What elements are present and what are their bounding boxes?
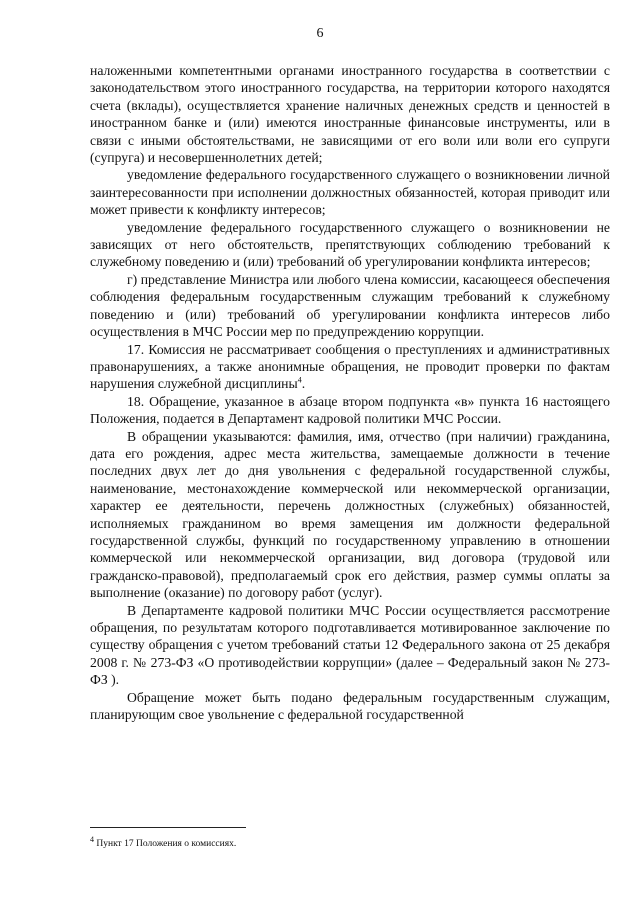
paragraph: г) представление Министра или любого члена комиссии, касающееся обеспечения соблюдения федеральным государственным служащим требований к служебному поведению и (или) требований об урегулировании конфликта интересов либо осуществления в МЧС России мер по предупреждению коррупции. [90, 271, 610, 340]
paragraph-with-footnote [90, 341, 610, 393]
paragraph: уведомление федерального государственного служащего о возникновении личной заинтересованности при исполнении должностных обязанностей, которая приводит или может привести к конфликту интересов; [90, 167, 610, 218]
paragraph: В обращении указываются: фамилия, имя, отчество (при наличии) гражданина, дата его рождения, адрес места жительства, замещаемые должности в течение последних двух лет до дня увольнения с федеральной государственной службы, наименование, местонахождение коммерческой или некоммерческой организации, характер ее деятельности, перечень должностных (служебных) обязанностей, исполняемых гражданином во время замещения им должности федеральной государственной службы, функций по государственному управлению в отношении коммерческой или некоммерческой организации, вид договора (трудовой или гражданско-правовой), предполагаемый срок его действия, размер суммы оплаты за выполнение (оказание) по договору работ (услуг). [90, 428, 610, 601]
paragraph: наложенными компетентными органами иностранного государства в соответствии с законодательством этого иностранного государства, на территории которого находятся счета (вклады), осуществляется хранение наличных денежных средств и ценностей в иностранном банке и (или) имеются иностранные финансовые инструменты, или в связи с иными обстоятельствами, не зависящими от его воли или воли его супруги (супруга) и несовершеннолетних детей; [90, 63, 610, 166]
paragraph: 18. Обращение, указанное в абзаце втором подпункта «в» пункта 16 настоящего Положения, подается в Департамент кадровой политики МЧС России. [90, 393, 610, 427]
paragraph-text: 17. Комиссия не рассматривает сообщения о преступлениях и административных правонарушениях, а также анонимные обращения, не проводит проверки по фактам нарушения служебной дисциплины [90, 341, 610, 392]
footnote-mark: 4 [90, 834, 94, 844]
footnote-reference: 4 [297, 375, 302, 385]
footnote-text: Пункт 17 Положения о комиссиях. [94, 839, 237, 849]
paragraph: Обращение может быть подано федеральным государственным служащим, планирующим свое увольнение с федеральной государственной [90, 689, 610, 723]
page-number: 6 [316, 26, 324, 41]
body-text [90, 62, 610, 723]
paragraph-tail: . [301, 376, 306, 392]
footnote-divider [90, 827, 246, 828]
paragraph: уведомление федерального государственного служащего о возникновении не зависящих от него обстоятельств, препятствующих соблюдению требований к служебному поведению и (или) требований об урегулировании конфликта интересов; [90, 219, 610, 270]
paragraph: В Департаменте кадровой политики МЧС России осуществляется рассмотрение обращения, по результатам которого подготавливается мотивированное заключение по существу обращения с учетом требований статьи 12 Федерального закона от 25 декабря 2008 г. № 273-ФЗ «О противодействии коррупции» (далее – Федеральный закон № 273-ФЗ ). [90, 602, 610, 688]
footnote [90, 834, 610, 850]
